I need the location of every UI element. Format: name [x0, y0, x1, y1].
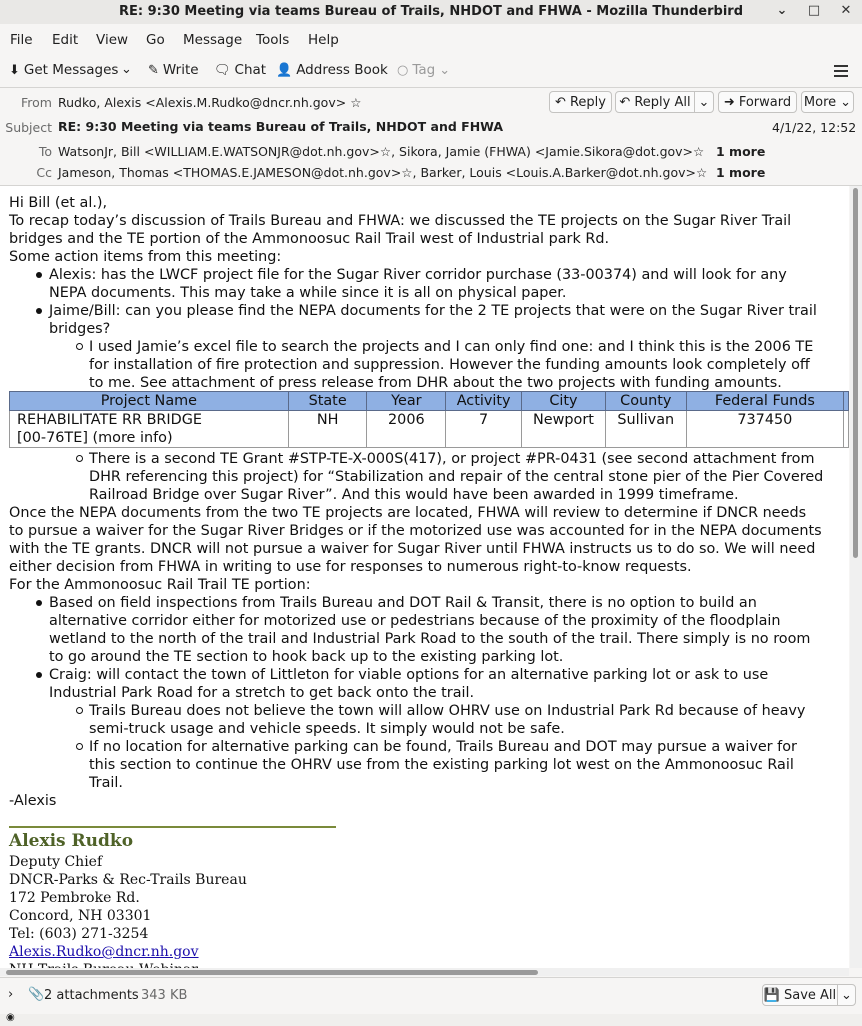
chevron-down-icon: ⌄	[698, 94, 710, 110]
project-more-info-link[interactable]: [00-76TE] (more info)	[17, 430, 173, 446]
attachment-count[interactable]: 2 attachments	[44, 988, 139, 1003]
project-name-cell	[10, 411, 289, 448]
body-text: bridges and the TE portion of the Ammonoosuc Rail Trail west of Industrial park Rd.	[9, 231, 610, 247]
sub-bullet	[76, 707, 83, 714]
signature-city: Concord, NH 03301	[9, 908, 152, 924]
bullet	[36, 672, 42, 678]
reply-all-dropdown[interactable]	[694, 91, 714, 113]
maximize-icon[interactable]: □	[807, 3, 821, 18]
bullet	[36, 272, 42, 278]
chevron-right-icon[interactable]: ›	[8, 987, 14, 1002]
menu-help[interactable]: Help	[308, 32, 339, 48]
menu-view[interactable]: View	[96, 32, 129, 48]
list-item: bridges?	[49, 321, 111, 337]
from-address[interactable]: Rudko, Alexis <Alexis.M.Rudko@dncr.nh.gov>	[58, 95, 347, 110]
address-book-icon: 👤	[276, 62, 293, 78]
column-header: County	[605, 392, 686, 411]
list-item: for installation of fire protection and suppression. However the funding amounts look completely off	[89, 357, 810, 373]
address-book-button[interactable]	[276, 62, 388, 78]
reply-all-label: Reply All	[634, 94, 691, 110]
window-titlebar	[0, 0, 862, 24]
column-header: Activity	[446, 392, 522, 411]
bullet	[36, 600, 42, 606]
tag-button[interactable]	[397, 62, 450, 78]
to-recipients[interactable]	[58, 144, 704, 159]
reply-all-icon: ↶	[619, 94, 631, 110]
column-header: State	[288, 392, 367, 411]
list-item: Based on field inspections from Trails Bureau and DOT Rail & Transit, there is no option to build an	[49, 595, 757, 611]
save-all-dropdown[interactable]	[837, 984, 856, 1006]
chat-button[interactable]	[214, 62, 266, 78]
cc-recipient[interactable]: , Barker, Louis <Louis.A.Barker@dot.nh.gov>	[412, 165, 696, 180]
bullet	[36, 308, 42, 314]
column-header: Year	[367, 392, 446, 411]
write-label: Write	[162, 62, 199, 78]
list-item: DHR referencing this project) for “Stabilization and repair of the central stone pier of the Pier Covered	[89, 469, 824, 485]
empty-cell	[843, 411, 848, 448]
more-button[interactable]	[801, 91, 854, 113]
tag-label: Tag	[412, 62, 436, 78]
to-recipient[interactable]: , Sikora, Jamie (FHWA) <Jamie.Sikora@dot.gov>	[391, 144, 694, 159]
star-icon[interactable]: ☆	[693, 144, 705, 159]
cc-more-link[interactable]: 1 more	[716, 165, 766, 180]
list-item: I used Jamie’s excel file to search the projects and I can only find one: and I think this is the 2006 TE	[89, 339, 814, 355]
signature-street: 172 Pembroke Rd.	[9, 890, 140, 906]
star-icon[interactable]: ☆	[695, 165, 708, 180]
chevron-down-icon: ⌄	[840, 94, 852, 110]
minimize-icon[interactable]: ⌄	[776, 3, 788, 18]
column-header: Project Name	[10, 392, 289, 411]
message-body	[0, 186, 849, 968]
attachment-bar	[0, 978, 862, 1014]
scrollbar-thumb[interactable]	[853, 188, 858, 558]
list-item: Craig: will contact the town of Littleton for viable options for an alternative parking lot or ask to use	[49, 667, 769, 683]
window-title: RE: 9:30 Meeting via teams Bureau of Trails, NHDOT and FHWA - Mozilla Thunderbird	[118, 4, 744, 19]
list-item: wetland to the north of the trail and Industrial Park Road to the south of the trail. There simply is no room	[49, 631, 811, 647]
menu-go[interactable]: Go	[146, 32, 165, 48]
vertical-scrollbar[interactable]	[850, 186, 862, 968]
signature-email-link[interactable]: Alexis.Rudko@dncr.nh.gov	[9, 944, 199, 960]
list-item: Alexis: has the LWCF project file for the Sugar River corridor purchase (33-00374) and will look for any	[49, 267, 787, 283]
star-icon[interactable]: ☆	[401, 165, 413, 180]
cc-recipients[interactable]	[58, 165, 707, 180]
chevron-down-icon: ⌄	[841, 987, 852, 1003]
sub-bullet	[76, 343, 83, 350]
list-item: to go around the TE section to hook back up to the existing parking lot.	[49, 649, 564, 665]
message-date: 4/1/22, 12:52	[772, 120, 857, 135]
list-item: NEPA documents. This may take a while since it is all on physical paper.	[49, 285, 567, 301]
reply-all-button[interactable]	[615, 91, 695, 113]
table-header-row	[10, 392, 849, 411]
column-header: Federal Funds	[686, 392, 843, 411]
to-recipient[interactable]: WatsonJr, Bill <WILLIAM.E.WATSONJR@dot.nh.gov>	[58, 144, 380, 159]
address-book-label: Address Book	[296, 62, 388, 78]
more-label: More	[803, 94, 837, 110]
get-messages-button[interactable]	[9, 62, 118, 78]
from-value[interactable]	[58, 95, 361, 110]
reply-label: Reply	[569, 94, 606, 110]
chevron-down-icon: ⌄	[121, 62, 132, 77]
body-text: with the TE grants. DNCR will not pursue a waiver for Sugar River until FHWA instructs us to do so. We will need	[9, 541, 816, 557]
project-name: REHABILITATE RR BRIDGE	[17, 412, 203, 428]
save-icon: 💾	[763, 987, 780, 1003]
close-icon[interactable]: ✕	[840, 3, 852, 18]
forward-label: Forward	[738, 94, 792, 110]
city-cell: Newport	[522, 411, 606, 448]
list-item: Trail.	[89, 775, 123, 791]
state-cell: NH	[288, 411, 367, 448]
greeting: Hi Bill (et al.),	[9, 195, 108, 211]
funds-cell: 737450	[686, 411, 843, 448]
signature-title: Deputy Chief	[9, 854, 103, 870]
list-item: alternative corridor either for motorized use or pedestrians because of the proximity of the floodplain	[49, 613, 781, 629]
status-bar	[0, 1014, 862, 1026]
activity-cell: 7	[446, 411, 522, 448]
cc-label: Cc	[36, 165, 52, 180]
message-header	[0, 88, 862, 184]
to-more-link[interactable]: 1 more	[716, 144, 766, 159]
attachment-size: 343 KB	[141, 988, 188, 1003]
column-header-empty	[843, 392, 848, 411]
forward-icon: ➜	[723, 94, 735, 110]
body-text: Once the NEPA documents from the two TE projects are located, FHWA will review to determine if DNCR needs	[9, 505, 807, 521]
get-messages-dropdown[interactable]	[121, 62, 132, 77]
save-all-button[interactable]	[762, 984, 838, 1006]
chat-icon: 🗨	[214, 62, 231, 78]
pencil-icon: ✎	[148, 62, 159, 78]
app-menu-icon[interactable]	[834, 62, 848, 80]
signature-tel: Tel: (603) 271-3254	[9, 926, 149, 942]
horizontal-scrollbar[interactable]	[0, 968, 849, 976]
online-status-icon[interactable]: ◉	[6, 1012, 15, 1023]
download-icon: ⬇	[9, 62, 20, 78]
body-text: To recap today’s discussion of Trails Bureau and FHWA: we discussed the TE projects on the Sugar River Trail	[9, 213, 792, 229]
list-item: Trails Bureau does not believe the town will allow OHRV use on Industrial Park Rd because of heavy	[89, 703, 806, 719]
menu-file[interactable]: File	[10, 32, 33, 48]
body-text: either decision from FHWA in writing to use for responses to numerous right-to-know requests.	[9, 559, 692, 575]
star-icon[interactable]: ☆	[350, 95, 362, 110]
menu-message[interactable]: Message	[183, 32, 243, 48]
subject-label: Subject	[5, 120, 52, 135]
body-text: to pursue a waiver for the Sugar River Bridges or if the motorized use was accounted for in the NEPA documents	[9, 523, 822, 539]
list-item: Industrial Park Road for a stretch to get back onto the trail.	[49, 685, 475, 701]
list-item: Jaime/Bill: can you please find the NEPA documents for the 2 TE projects that were on the Sugar River trail	[49, 303, 817, 319]
signature-divider	[9, 826, 336, 828]
from-label: From	[21, 95, 52, 110]
forward-button[interactable]	[718, 91, 797, 113]
cc-recipient[interactable]: Jameson, Thomas <THOMAS.E.JAMESON@dot.nh.gov>	[58, 165, 402, 180]
star-icon[interactable]: ☆	[379, 144, 392, 159]
list-item: this section to continue the OHRV use from the existing parking lot west on the Ammonoosuc Rail	[89, 757, 794, 773]
main-toolbar	[0, 56, 862, 86]
write-button[interactable]	[148, 62, 199, 78]
body-text: Some action items from this meeting:	[9, 249, 282, 265]
body-text: For the Ammonoosuc Rail Trail TE portion:	[9, 577, 311, 593]
paperclip-icon: 📎	[28, 987, 45, 1002]
list-item: semi-truck usage and vehicle speeds. It simply would not be safe.	[89, 721, 565, 737]
table-row	[10, 411, 849, 448]
sub-bullet	[76, 455, 83, 462]
reply-button[interactable]	[549, 91, 612, 113]
sub-bullet	[76, 743, 83, 750]
scrollbar-thumb[interactable]	[6, 970, 538, 975]
reply-icon: ↶	[555, 94, 566, 110]
list-item: There is a second TE Grant #STP-TE-X-000S(417), or project #PR-0431 (see second attachment from	[89, 451, 815, 467]
to-label: To	[38, 144, 52, 159]
get-messages-label: Get Messages	[23, 62, 119, 78]
county-cell: Sullivan	[605, 411, 686, 448]
save-all-label: Save All	[784, 987, 837, 1003]
list-item: Railroad Bridge over Sugar River”. And this would have been awarded in 1999 timeframe.	[89, 487, 739, 503]
subject-value: RE: 9:30 Meeting via teams Bureau of Trails, NHDOT and FHWA	[58, 119, 504, 134]
menu-tools[interactable]: Tools	[256, 32, 290, 48]
tag-icon: ○	[397, 62, 409, 78]
signature-name: Alexis Rudko	[9, 831, 134, 851]
signature-org: DNCR-Parks & Rec-Trails Bureau	[9, 872, 247, 888]
menu-edit[interactable]: Edit	[52, 32, 79, 48]
project-table	[9, 391, 849, 448]
list-item: to me. See attachment of press release from DHR about the two projects with funding amounts.	[89, 375, 782, 391]
chat-label: Chat	[234, 62, 267, 78]
year-cell: 2006	[367, 411, 446, 448]
list-item: If no location for alternative parking can be found, Trails Bureau and DOT may pursue a waiver for	[89, 739, 797, 755]
column-header: City	[522, 392, 606, 411]
signoff: -Alexis	[9, 793, 57, 809]
chevron-down-icon: ⌄	[439, 62, 451, 78]
